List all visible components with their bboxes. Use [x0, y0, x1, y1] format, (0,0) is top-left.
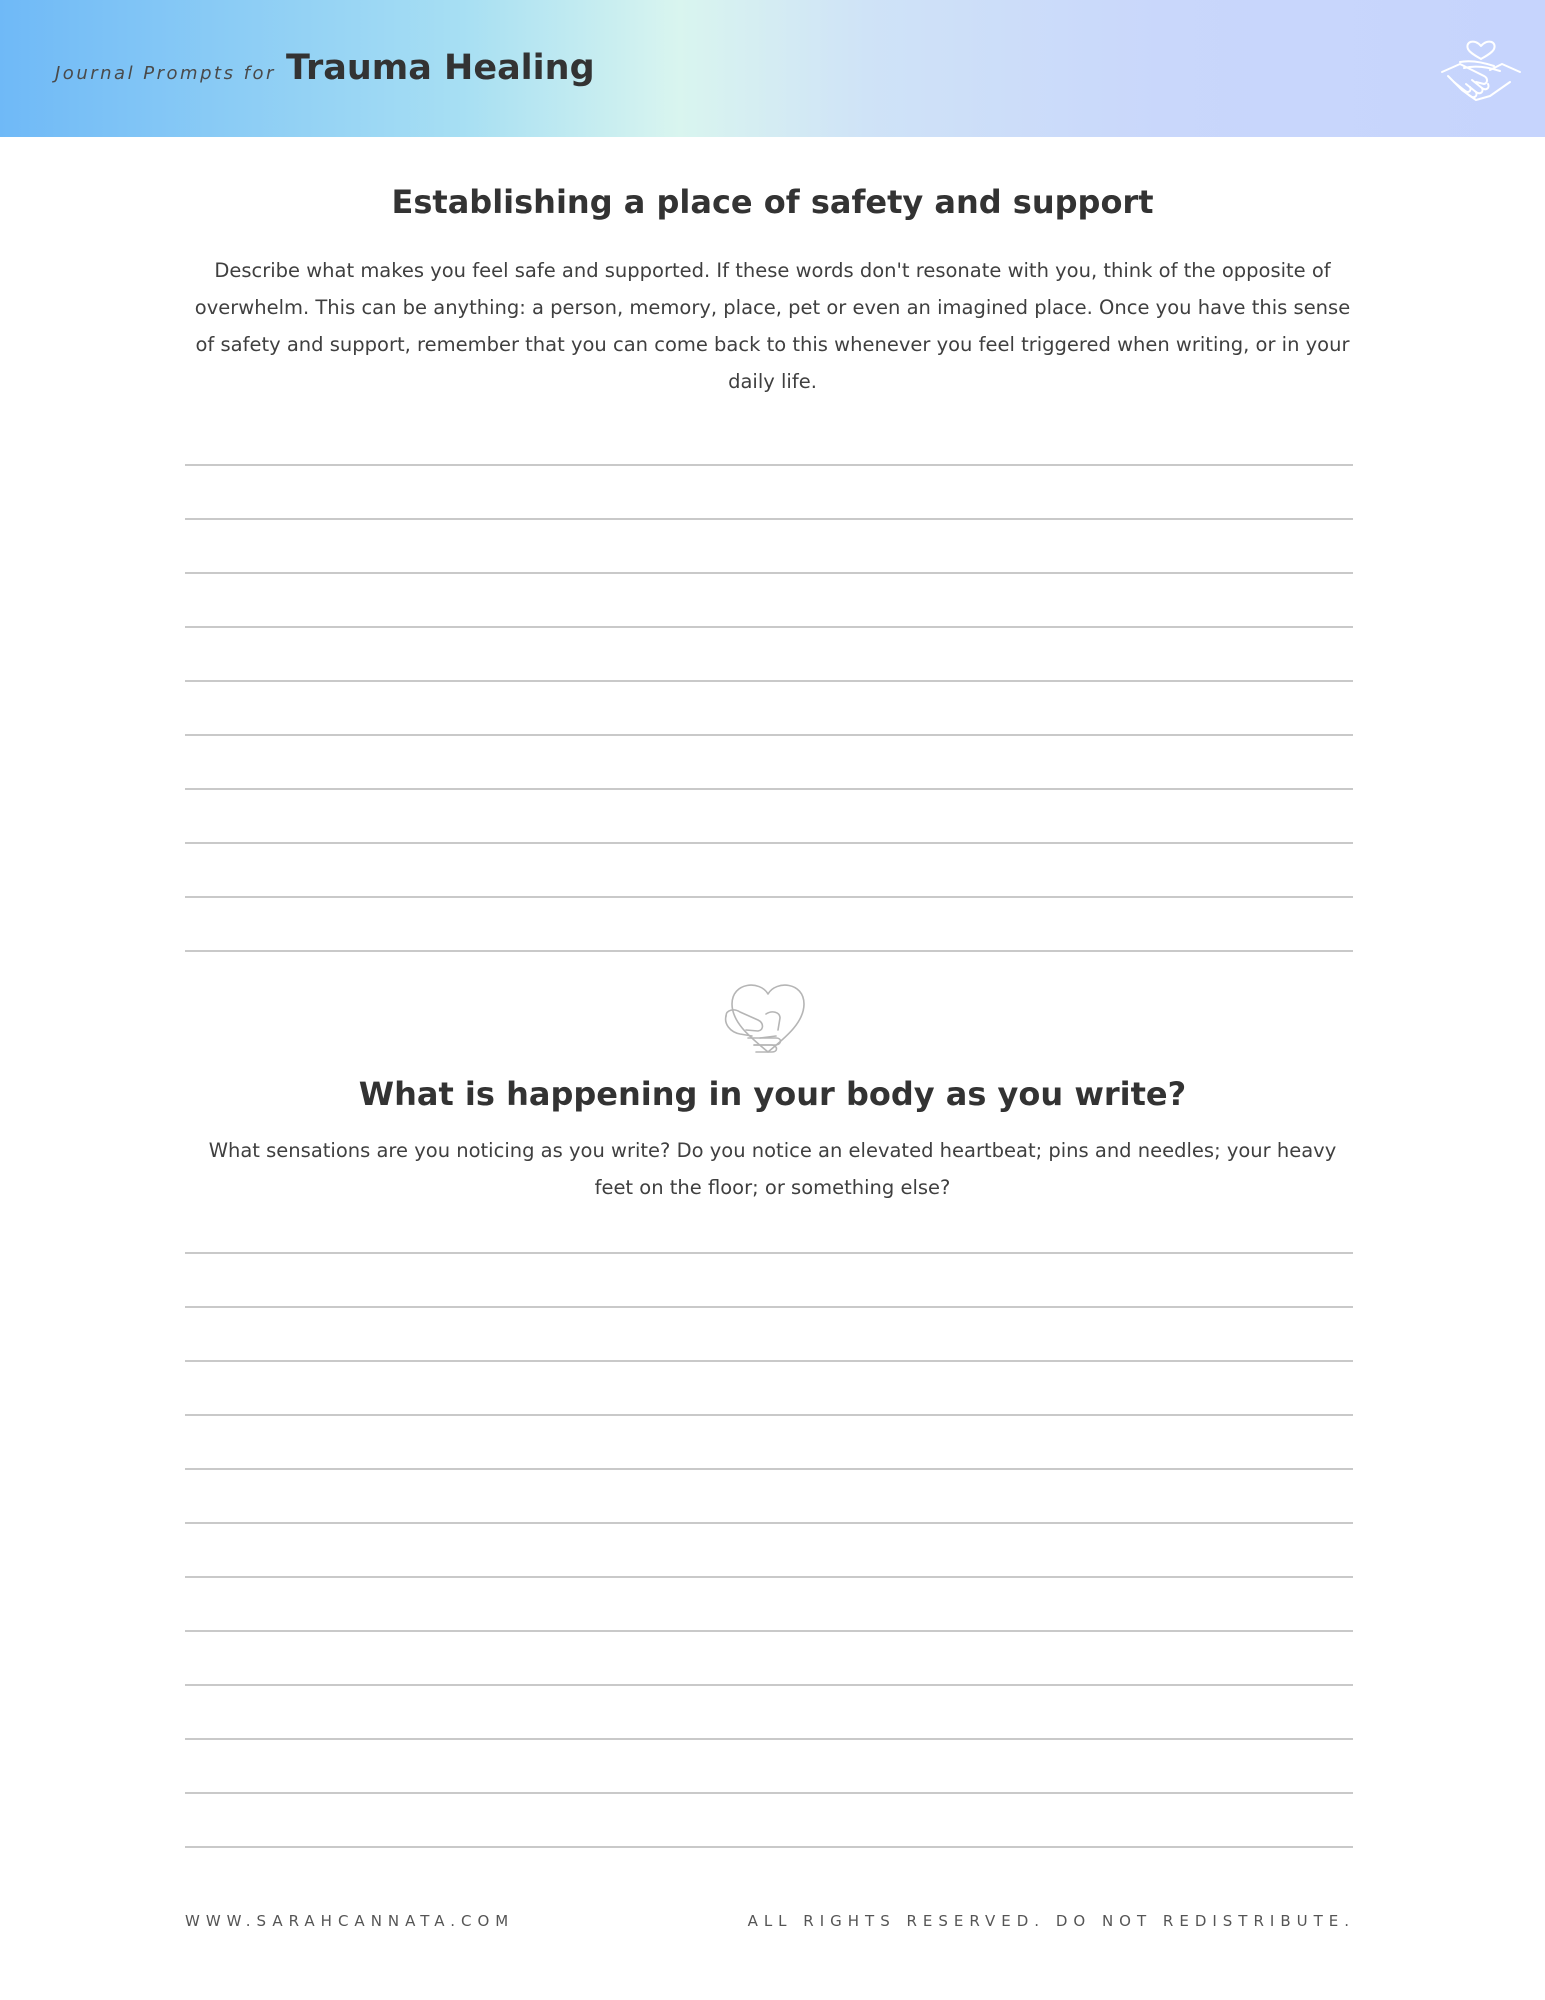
writing-line[interactable]	[185, 518, 1353, 572]
section-description-safety: Describe what makes you feel safe and supported. If these words don't resonate with you, think of the opposite of overwhelm. This can be anything: a person, memory, place, pet or even an imagined place. Once you have this sense of safety and support, remember that you can come back to this whenever you feel triggered when writing, or in your daily life.	[194, 259, 1351, 393]
section-description-body: What sensations are you noticing as you write? Do you notice an elevated heartbeat; pins and needles; your heavy feet on the floor; or something else?	[208, 1139, 1337, 1199]
footer-rights: ALL RIGHTS RESERVED. DO NOT REDISTRIBUTE.	[747, 1912, 1355, 1930]
writing-line[interactable]	[185, 734, 1353, 788]
section-title-body: What is happening in your body as you write?	[358, 1075, 1187, 1113]
writing-line[interactable]	[185, 842, 1353, 896]
writing-lines-body[interactable]	[185, 1252, 1353, 1900]
writing-line[interactable]	[185, 572, 1353, 626]
writing-line[interactable]	[185, 626, 1353, 680]
heart-hug-icon	[718, 978, 818, 1058]
writing-line[interactable]	[185, 1792, 1353, 1846]
writing-line[interactable]	[185, 1684, 1353, 1738]
section-title-safety: Establishing a place of safety and support	[391, 183, 1154, 221]
writing-line[interactable]	[185, 464, 1353, 518]
writing-line[interactable]	[185, 1846, 1353, 1900]
writing-line[interactable]	[185, 1468, 1353, 1522]
writing-line[interactable]	[185, 1360, 1353, 1414]
header-title: Trauma Healing	[285, 48, 595, 88]
heart-hands-icon	[1438, 24, 1524, 110]
footer-website: WWW.SARAHCANNATA.COM	[185, 1912, 515, 1930]
writing-line[interactable]	[185, 896, 1353, 950]
writing-line[interactable]	[185, 1738, 1353, 1792]
writing-line[interactable]	[185, 1252, 1353, 1306]
header-prefix: Journal Prompts for	[55, 63, 276, 84]
writing-lines-safety[interactable]	[185, 464, 1353, 1004]
header-title-group	[55, 48, 595, 88]
writing-line[interactable]	[185, 788, 1353, 842]
writing-line[interactable]	[185, 1576, 1353, 1630]
writing-line[interactable]	[185, 1522, 1353, 1576]
writing-line[interactable]	[185, 680, 1353, 734]
writing-line[interactable]	[185, 1414, 1353, 1468]
page-header	[0, 0, 1545, 137]
writing-line[interactable]	[185, 1306, 1353, 1360]
writing-line[interactable]	[185, 1630, 1353, 1684]
